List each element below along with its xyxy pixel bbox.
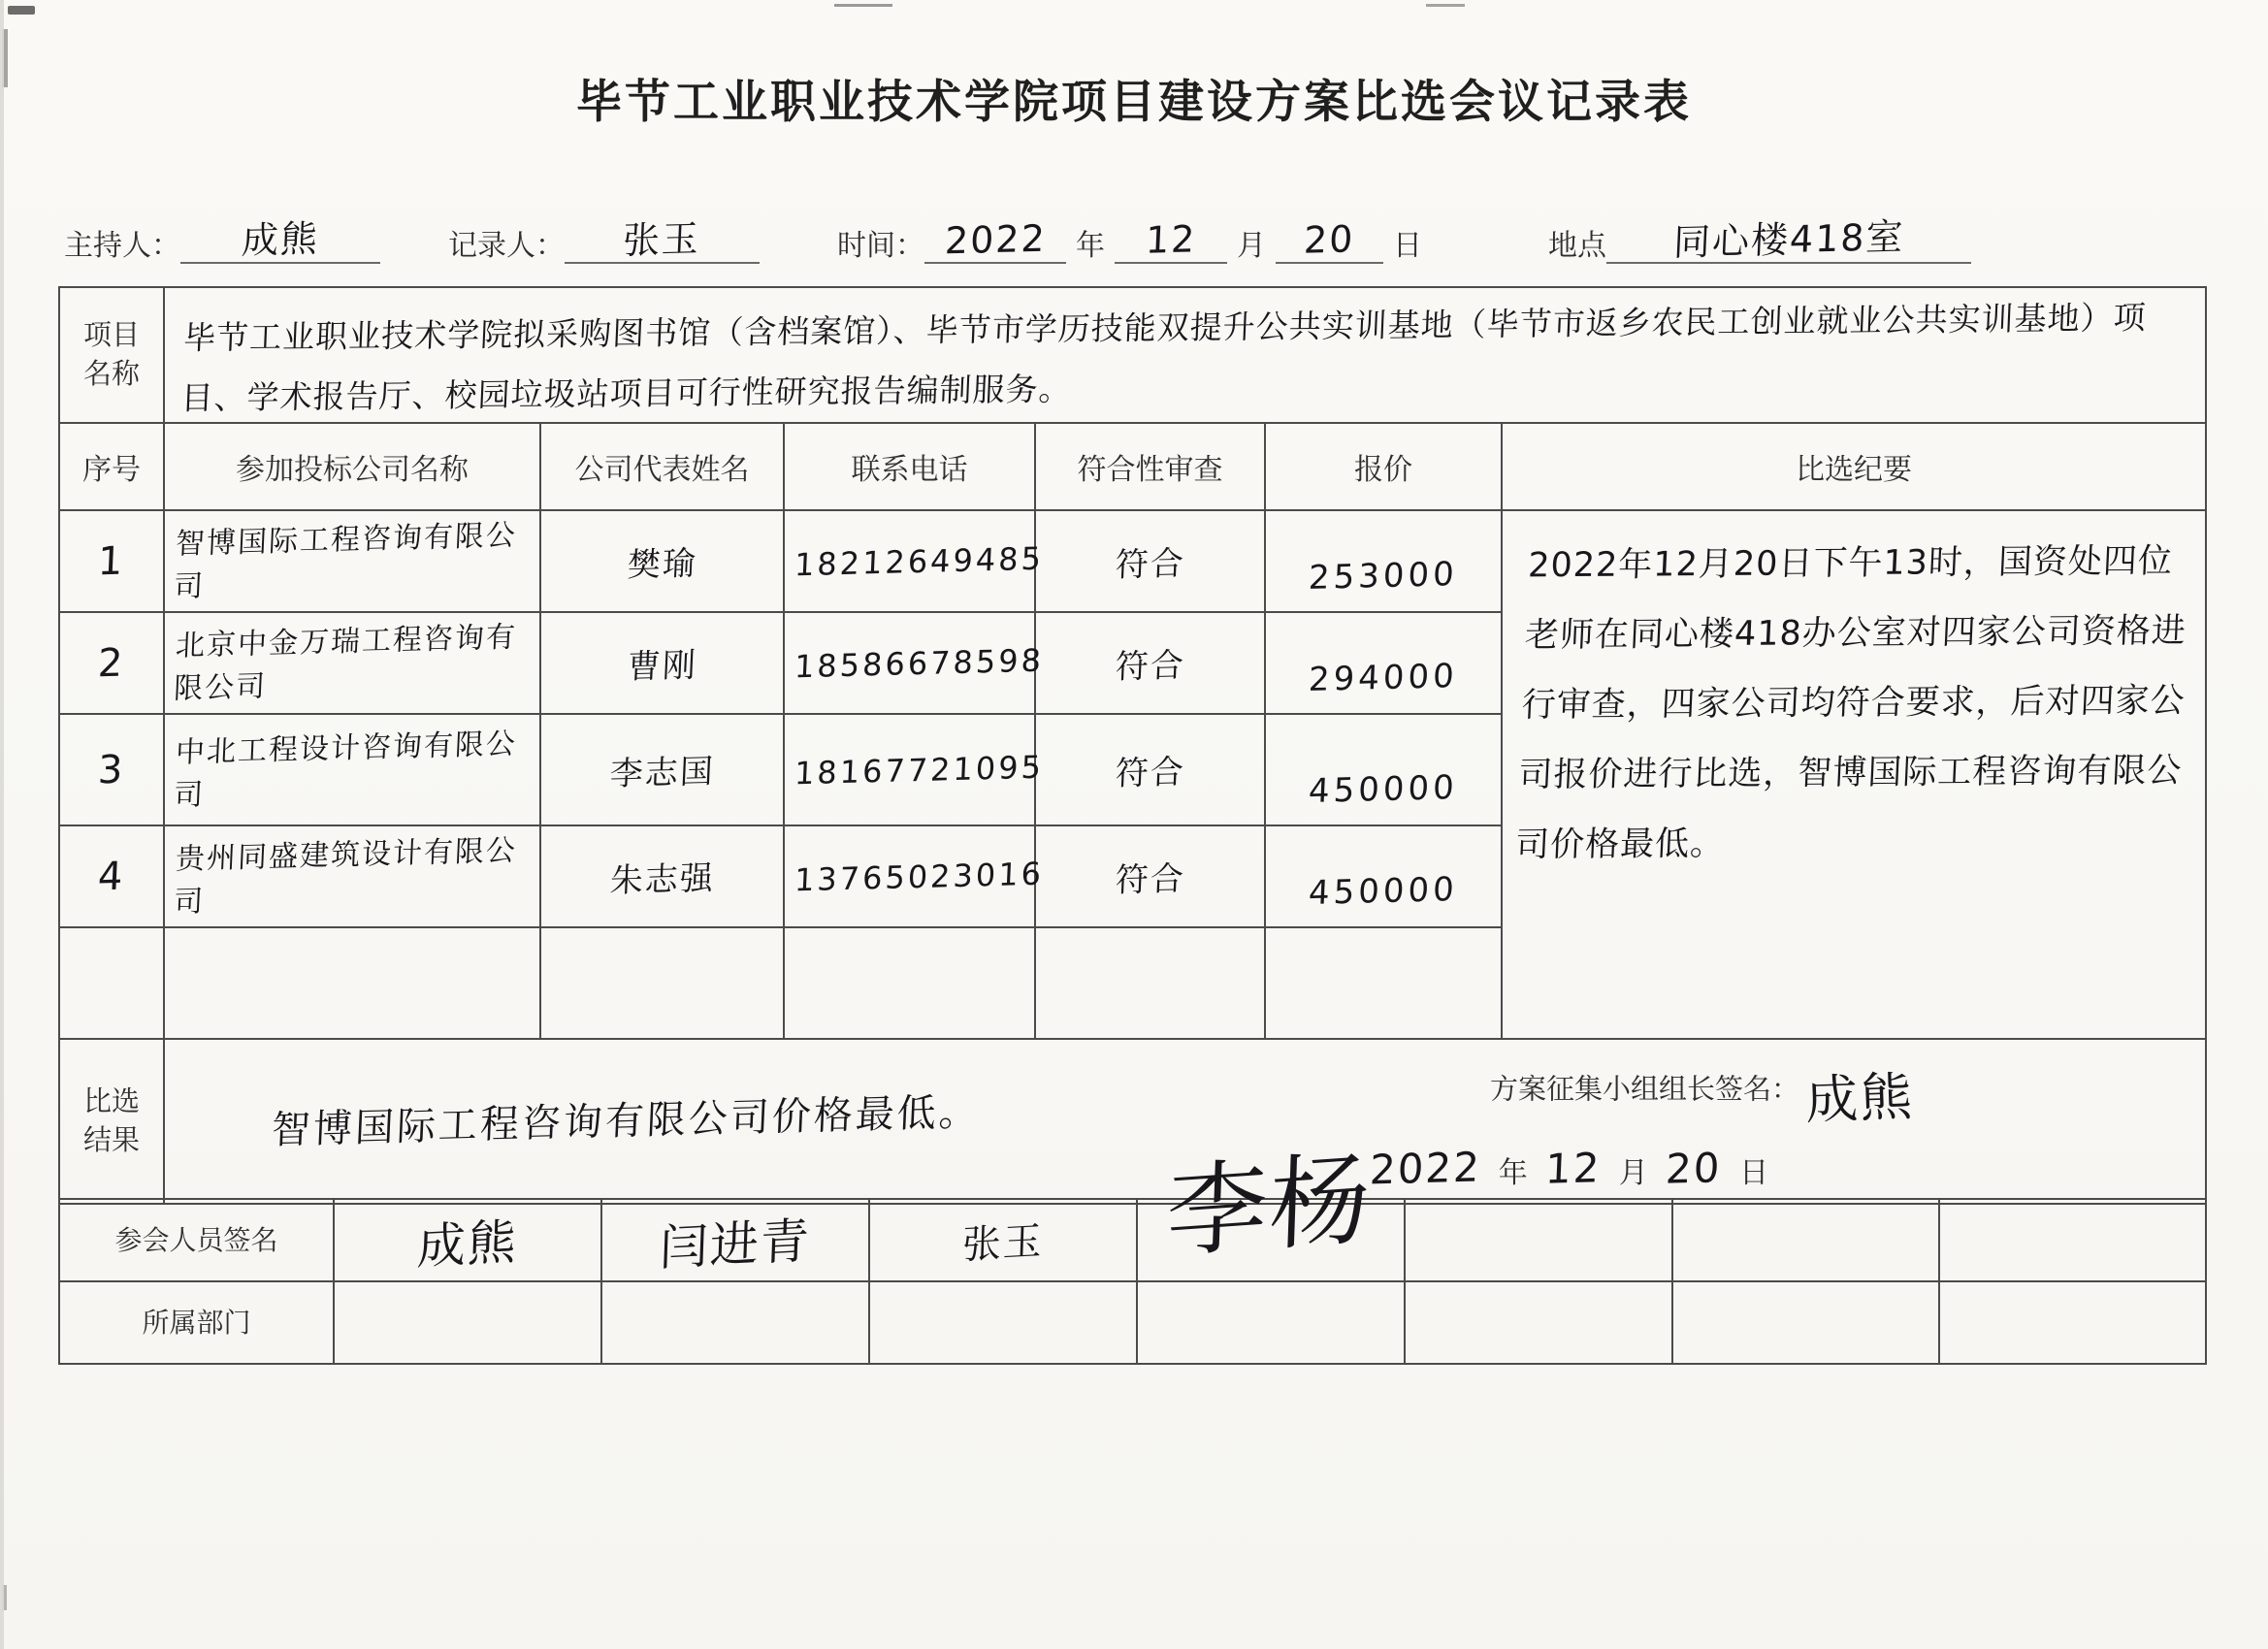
empty-cell <box>1265 927 1502 1039</box>
row-no: 2 <box>59 612 164 714</box>
company-name: 智博国际工程咨询有限公司 <box>164 510 540 612</box>
signature-row <box>59 1199 2206 1281</box>
result-text: 智博国际工程咨询有限公司价格最低。 <box>270 1089 982 1153</box>
table-row <box>59 510 2206 612</box>
scan-artifact <box>1426 4 1465 7</box>
rep-name: 朱志强 <box>540 825 784 927</box>
leader-sign-label: 方案征集小组组长签名： <box>1490 1074 1800 1106</box>
row-no: 1 <box>59 510 164 612</box>
project-label-line2: 名称 <box>82 359 140 390</box>
year-suffix: 年 <box>1076 230 1105 262</box>
price-value: 450000 <box>1265 714 1502 825</box>
time-year: 2022 <box>924 220 1066 264</box>
price-value: 294000 <box>1265 612 1502 714</box>
department-cell <box>869 1281 1137 1364</box>
attendee-signature: 李杨 <box>1137 1199 1405 1281</box>
recorder-label: 记录人： <box>448 230 565 262</box>
result-label-line2: 结果 <box>82 1125 140 1156</box>
review-status: 符合 <box>1035 510 1265 612</box>
col-header-phone: 联系电话 <box>784 423 1035 510</box>
rep-name: 李志国 <box>540 714 784 825</box>
date-month: 12 <box>1544 1144 1603 1193</box>
empty-cell <box>59 927 164 1039</box>
scan-artifact <box>0 0 4 1649</box>
project-value: 毕节工业职业技术学院拟采购图书馆（含档案馆）、毕节市学历技能双提升公共实训基地（毕节市返乡农民工创业就业公共实训基地）项目、学术报告厅、校园垃圾站项目可行性研究报告编制服务。 <box>179 298 2148 417</box>
col-header-price: 报价 <box>1265 423 1502 510</box>
month-suffix: 月 <box>1618 1157 1648 1189</box>
department-cell <box>1405 1281 1672 1364</box>
project-label <box>59 287 164 423</box>
price-value: 253000 <box>1265 510 1502 612</box>
price-value: 450000 <box>1265 825 1502 927</box>
result-label <box>59 1039 164 1204</box>
phone-number: 18212649485 <box>784 510 1035 612</box>
rep-name: 樊瑜 <box>540 510 784 612</box>
phone-number: 13765023016 <box>784 825 1035 927</box>
review-status: 符合 <box>1035 612 1265 714</box>
date-year: 2022 <box>1368 1143 1482 1194</box>
department-cell <box>1672 1281 1939 1364</box>
attendee-signature: 张玉 <box>869 1199 1137 1281</box>
col-header-no: 序号 <box>59 423 164 510</box>
col-header-company: 参加投标公司名称 <box>164 423 540 510</box>
empty-cell <box>1035 927 1265 1039</box>
company-name: 中北工程设计咨询有限公司 <box>164 714 540 825</box>
project-value-cell <box>164 287 2206 423</box>
month-suffix: 月 <box>1237 230 1266 262</box>
leader-date <box>1360 1145 1769 1192</box>
info-row <box>64 202 2208 264</box>
attendee-sign-label: 参会人员签名 <box>59 1199 334 1281</box>
result-label-line1: 比选 <box>82 1086 140 1117</box>
department-row <box>59 1281 2206 1364</box>
empty-cell <box>784 927 1035 1039</box>
location-label: 地点 <box>1548 230 1606 262</box>
review-status: 符合 <box>1035 714 1265 825</box>
attendee-signature: 闫进青 <box>601 1199 869 1281</box>
recorder-value: 张玉 <box>565 220 760 264</box>
time-label: 时间： <box>837 230 924 262</box>
department-label: 所属部门 <box>59 1281 334 1364</box>
scan-artifact <box>8 6 35 15</box>
phone-number: 18586678598 <box>784 612 1035 714</box>
host-value: 成熊 <box>180 220 380 264</box>
row-no: 3 <box>59 714 164 825</box>
date-day: 20 <box>1665 1144 1723 1193</box>
day-suffix: 日 <box>1393 230 1422 262</box>
leader-sign-block <box>1490 1057 1914 1132</box>
scan-artifact <box>834 4 892 7</box>
year-suffix: 年 <box>1498 1157 1528 1189</box>
attendee-signature <box>1939 1199 2206 1281</box>
summary-text: 2022年12月20日下午13时，国资处四位老师在同心楼418办公室对四家公司资格进行审查，四家公司均符合要求，后对四家公司报价进行比选，智博国际工程咨询有限公司价格最低。 <box>1514 541 2187 865</box>
department-cell <box>1939 1281 2206 1364</box>
attendee-signature: 成熊 <box>334 1199 601 1281</box>
result-row <box>59 1039 2206 1204</box>
summary-cell <box>1502 510 2206 1039</box>
empty-cell <box>540 927 784 1039</box>
page-title: 毕节工业职业技术学院项目建设方案比选会议记录表 <box>576 76 1692 127</box>
attendee-signature <box>1672 1199 1939 1281</box>
col-header-review: 符合性审查 <box>1035 423 1265 510</box>
col-header-rep: 公司代表姓名 <box>540 423 784 510</box>
col-header-summary: 比选纪要 <box>1502 423 2206 510</box>
department-cell <box>334 1281 601 1364</box>
project-label-line1: 项目 <box>82 320 140 351</box>
leader-signature: 成熊 <box>1804 1066 1916 1131</box>
row-no: 4 <box>59 825 164 927</box>
time-month: 12 <box>1115 220 1227 264</box>
rep-name: 曹刚 <box>540 612 784 714</box>
department-cell <box>601 1281 869 1364</box>
review-status: 符合 <box>1035 825 1265 927</box>
department-cell <box>1137 1281 1405 1364</box>
project-row <box>59 287 2206 423</box>
location-value: 同心楼418室 <box>1606 220 1971 264</box>
company-name: 北京中金万瑞工程咨询有限公司 <box>164 612 540 714</box>
main-table <box>58 286 2207 1205</box>
time-day: 20 <box>1276 220 1383 264</box>
attendee-signature <box>1405 1199 1672 1281</box>
host-label: 主持人： <box>64 230 180 262</box>
header-row <box>59 423 2206 510</box>
day-suffix: 日 <box>1739 1157 1769 1189</box>
company-name: 贵州同盛建筑设计有限公司 <box>164 825 540 927</box>
empty-cell <box>164 927 540 1039</box>
phone-number: 18167721095 <box>784 714 1035 825</box>
